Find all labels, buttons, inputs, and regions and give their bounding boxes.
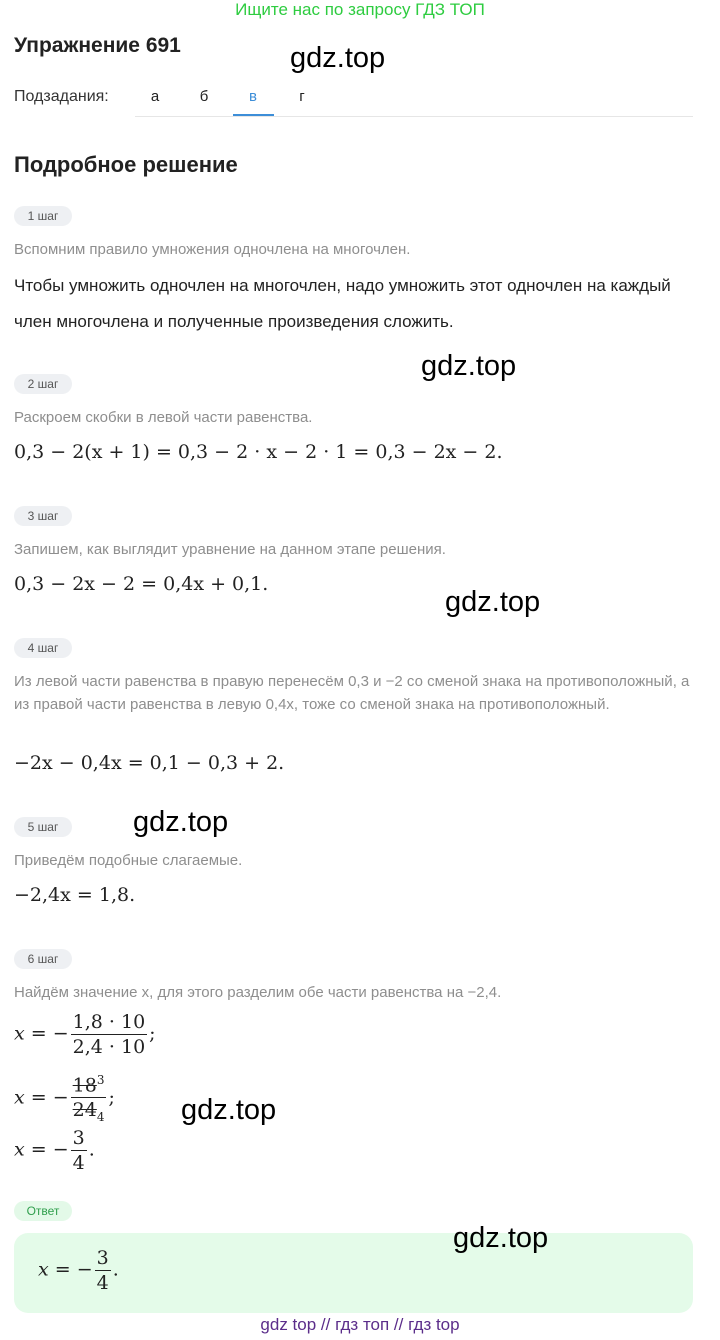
answer-badge: Ответ xyxy=(14,1201,72,1221)
subtasks-label: Подзадания: xyxy=(14,88,109,105)
fraction-line: x = − $\frac{18^3}{24_4}$ ; xyxy=(14,1068,115,1129)
step-badge: 1 шаг xyxy=(14,206,72,226)
footer-links[interactable]: gdz top // гдз топ // гдз top xyxy=(260,1315,460,1334)
new-numerator: 3 xyxy=(96,1073,105,1087)
fraction-denominator: 2,4 · 10 xyxy=(72,1036,146,1058)
step-badge: 5 шаг xyxy=(14,817,72,837)
step-formula: −2,4x = 1,8. xyxy=(14,884,136,906)
active-tab-indicator xyxy=(233,114,274,116)
new-denominator: 4 xyxy=(96,1110,105,1125)
step-formula: −2x − 0,4x = 0,1 − 0,3 + 2. xyxy=(14,752,285,774)
step-formula: 0,3 − 2x − 2 = 0,4x + 0,1. xyxy=(14,573,269,595)
fraction-numerator: 1,8 · 10 xyxy=(72,1011,146,1033)
fraction-end: ; xyxy=(108,1086,115,1109)
step-hint: Запишем, как выглядит уравнение на данном этапе решения. xyxy=(14,541,446,558)
fraction-numerator: 3 xyxy=(72,1127,85,1149)
section-title: Подробное решение xyxy=(14,152,238,177)
search-banner: Ищите нас по запросу ГДЗ ТОП xyxy=(235,0,485,19)
fraction-numerator: 3 xyxy=(96,1247,109,1269)
step-badge: 3 шаг xyxy=(14,506,72,526)
tab-a[interactable]: а xyxy=(150,88,160,105)
step-hint: Найдём значение x, для этого разделим обе части равенства на −2,4. xyxy=(14,984,502,1001)
step-badge: 4 шаг xyxy=(14,638,72,658)
tabs-divider xyxy=(135,116,693,117)
step-hint: Из левой части равенства в правую перенесём 0,3 и −2 со сменой знака на противоположный, а из правой части равенства в левую 0,4x, тоже со сменой знака на противоположный. xyxy=(14,673,690,713)
fraction-denominator: 4 xyxy=(96,1272,109,1294)
watermark: gdz.top xyxy=(133,806,229,838)
step-hint: Приведём подобные слагаемые. xyxy=(14,852,243,869)
watermark: gdz.top xyxy=(421,350,517,382)
step-hint: Вспомним правило умножения одночлена на многочлен. xyxy=(14,241,411,258)
fraction-line: x = − $\frac{3}{4}$ . xyxy=(14,1127,95,1174)
watermark: gdz.top xyxy=(453,1222,549,1254)
tab-g[interactable]: г xyxy=(299,88,305,105)
answer-formula: x = − $\frac{3}{4}$ . xyxy=(38,1247,119,1294)
reduced-numerator: 18 xyxy=(72,1074,97,1097)
tab-b[interactable]: б xyxy=(199,88,209,105)
fraction-end: . xyxy=(88,1138,95,1161)
watermark: gdz.top xyxy=(181,1094,277,1126)
step-hint: Раскроем скобки в левой части равенства. xyxy=(14,409,313,426)
step-badge: 6 шаг xyxy=(14,949,72,969)
fraction-end: ; xyxy=(149,1022,156,1045)
page-title: Упражнение 691 xyxy=(14,34,181,57)
step-text: Чтобы умножить одночлен на многочлен, надо умножить этот одночлен на каждый член многочлена и полученные произведения сложить. xyxy=(14,276,671,331)
fraction-denominator: 4 xyxy=(72,1152,85,1174)
step-formula: 0,3 − 2(x + 1) = 0,3 − 2 · x − 2 · 1 = 0,3 − 2x − 2. xyxy=(14,441,503,463)
tab-v[interactable]: в xyxy=(249,88,257,105)
watermark: gdz.top xyxy=(445,586,541,618)
reduced-denominator: 24 xyxy=(72,1099,97,1122)
fraction-end: . xyxy=(112,1258,119,1281)
watermark: gdz.top xyxy=(290,42,386,74)
step-badge: 2 шаг xyxy=(14,374,72,394)
fraction-line: x = − $\frac{1,8 \cdot 10}{2,4 \cdot 10}$ ; xyxy=(14,1011,156,1058)
